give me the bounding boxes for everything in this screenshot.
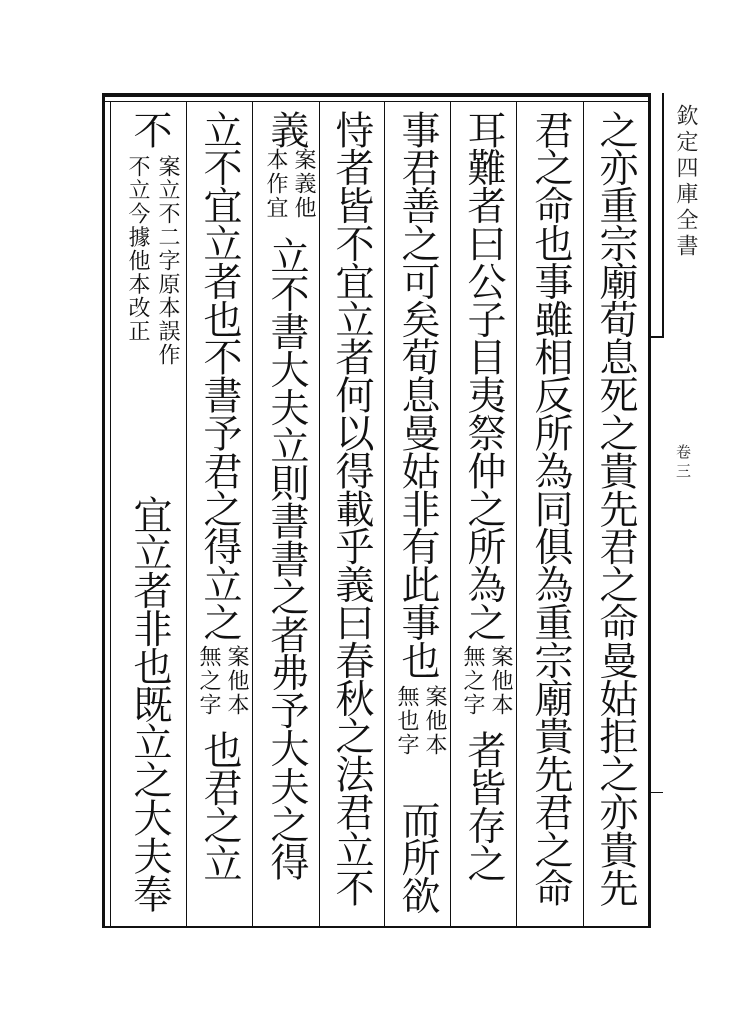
margin-bracket [662, 93, 664, 338]
text-column [516, 110, 583, 920]
column-head-char: 義 [264, 110, 309, 148]
margin-tick [651, 792, 663, 793]
text-column [186, 110, 252, 920]
column-text: 君之命也事雖相反所為同俱為重宗廟貴先君之命 [528, 110, 573, 906]
right-border [648, 93, 651, 928]
bottom-border [102, 926, 650, 928]
top-border-inner [102, 101, 650, 102]
column-text-tail: 宜立者非也既立之大夫奉 [127, 495, 172, 912]
column-text-tail: 立不書大夫立則書書之者弗予大夫之得 [264, 236, 309, 881]
margin-juan-label: 卷三 [674, 444, 692, 482]
text-column [111, 110, 186, 920]
margin-top-label: 欽定四庫全書 [673, 104, 698, 260]
annotation-note-left: 無也字 [394, 685, 419, 757]
annotation-note-right: 案義他 [291, 148, 316, 220]
column-text: 恃者皆不宜立者何以得載乎義曰春秋之法君立不 [329, 110, 374, 906]
annotation-note-left: 本作宜 [263, 148, 288, 220]
column-text: 立不宜立者也不書予君之得立之 [197, 110, 242, 641]
text-column [319, 110, 384, 920]
column-text-tail: 也君之立 [197, 730, 242, 882]
text-column [384, 110, 450, 920]
text-column [450, 110, 516, 920]
text-column [583, 110, 648, 920]
column-text-tail: 而所欲 [395, 800, 440, 914]
text-column [252, 110, 319, 920]
column-text: 事君善之可矣荀息曼姑非有此事也 [395, 110, 440, 679]
annotation-note-right: 案立不二字原本誤作 [155, 155, 180, 367]
column-text: 耳難者曰公子目夷祭仲之所為之 [461, 110, 506, 641]
column-text: 之亦重宗廟荀息死之貴先君之命曼姑拒之亦貴先 [593, 110, 638, 906]
column-text-tail: 者皆存之 [461, 730, 506, 882]
annotation-note-right: 案他本 [422, 685, 447, 757]
margin-bracket-end [651, 336, 664, 338]
annotation-note-right: 案他本 [488, 645, 513, 717]
outer-left-border [102, 93, 105, 928]
top-border-outer [102, 93, 650, 97]
annotation-note-left: 無之字 [460, 645, 485, 717]
annotation-note-left: 無之字 [196, 645, 221, 717]
column-head-char: 不 [127, 110, 172, 148]
annotation-note-right: 案他本 [224, 645, 249, 717]
annotation-note-left: 不立今據他本改正 [125, 155, 150, 343]
